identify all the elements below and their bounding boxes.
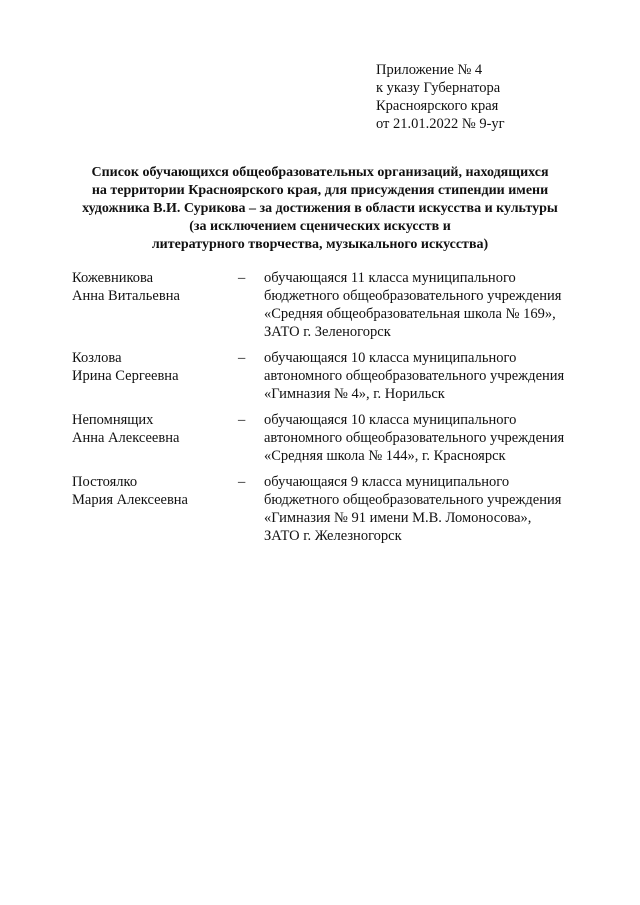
- student-name: [72, 349, 232, 385]
- student-name: [72, 411, 232, 447]
- list-item: [72, 411, 612, 473]
- list-item: [72, 269, 612, 349]
- description-line: бюджетного общеобразовательного учреждения: [264, 288, 562, 304]
- student-surname: Козлова: [72, 350, 122, 366]
- student-given-name: Анна Витальевна: [72, 288, 180, 304]
- student-given-name: Ирина Сергеевна: [72, 368, 179, 384]
- description-line: бюджетного общеобразовательного учреждения: [264, 492, 562, 508]
- student-description: [264, 269, 612, 341]
- description-line: «Гимназия № 4», г. Норильск: [264, 386, 445, 402]
- description-line: ЗАТО г. Зеленогорск: [264, 324, 391, 340]
- description-line: автономного общеобразовательного учреждения: [264, 368, 565, 384]
- student-list: [72, 269, 612, 553]
- description-line: обучающаяся 11 класса муниципального: [264, 270, 516, 286]
- description-line: «Средняя общеобразовательная школа № 169»,: [264, 306, 556, 322]
- appendix-decree-ref: к указу Губернатора: [376, 80, 501, 96]
- list-item: [72, 349, 612, 411]
- description-line: «Средняя школа № 144», г. Красноярск: [264, 448, 506, 464]
- dash-separator: –: [238, 350, 246, 366]
- student-name: [72, 473, 232, 509]
- appendix-date: от 21.01.2022 № 9-уг: [376, 116, 505, 132]
- description-line: обучающаяся 9 класса муниципального: [264, 474, 510, 490]
- student-surname: Постоялко: [72, 474, 138, 490]
- student-description: [264, 349, 612, 403]
- dash-separator: –: [238, 412, 246, 428]
- description-line: ЗАТО г. Железногорск: [264, 528, 402, 544]
- student-name: [72, 269, 232, 305]
- title-line: художника В.И. Сурикова – за достижения в области искусства и культуры: [82, 201, 558, 216]
- description-line: автономного общеобразовательного учреждения: [264, 430, 565, 446]
- title-line: на территории Красноярского края, для присуждения стипендии имени: [91, 183, 549, 198]
- appendix-header: [376, 61, 505, 133]
- description-line: обучающаяся 10 класса муниципального: [264, 350, 517, 366]
- description-line: обучающаяся 10 класса муниципального: [264, 412, 517, 428]
- student-given-name: Анна Алексеевна: [72, 430, 180, 446]
- student-surname: Кожевникова: [72, 270, 154, 286]
- title-line: Список обучающихся общеобразовательных организаций, находящихся: [91, 165, 549, 180]
- appendix-number: Приложение № 4: [376, 62, 483, 78]
- student-given-name: Мария Алексеевна: [72, 492, 188, 508]
- student-description: [264, 411, 612, 465]
- document-title: [40, 164, 600, 254]
- student-description: [264, 473, 612, 545]
- appendix-region: Красноярского края: [376, 98, 499, 114]
- description-line: «Гимназия № 91 имени М.В. Ломоносова»,: [264, 510, 532, 526]
- list-item: [72, 473, 612, 553]
- title-line: литературного творчества, музыкального искусства): [151, 237, 489, 252]
- dash-separator: –: [238, 474, 246, 490]
- student-surname: Непомнящих: [72, 412, 154, 428]
- title-line: (за исключением сценических искусств и: [189, 219, 451, 234]
- dash-separator: –: [238, 270, 246, 286]
